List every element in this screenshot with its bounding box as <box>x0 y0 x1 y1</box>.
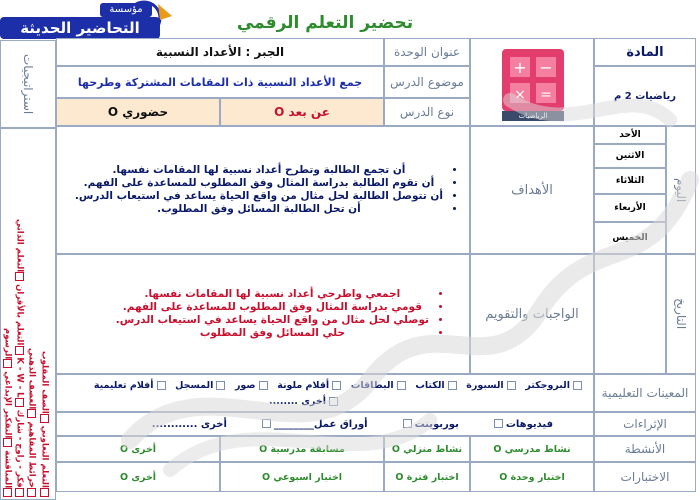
strategies-col1 <box>39 133 50 497</box>
procedure-label: بوربوينت <box>414 418 459 430</box>
strategy-item[interactable]: خرائط المفاهيم <box>26 421 37 488</box>
strategies-title: استراتيجيات <box>21 53 35 115</box>
logo-line2: التحاضير الحديثة <box>0 17 160 39</box>
lesson-type-label: نوع الدرس <box>384 98 470 126</box>
activities-label: الأنشطة <box>594 436 696 462</box>
date-label <box>666 254 696 374</box>
day-label <box>666 126 696 254</box>
day-sunday[interactable]: الأحد <box>594 126 666 144</box>
homework-list <box>116 288 469 340</box>
strategy-item[interactable]: التعلم الذاتي <box>14 219 25 273</box>
test-term[interactable]: اختبار فترة O <box>384 462 470 492</box>
procedure-label: أخرى ............ <box>151 418 227 430</box>
strategy-item[interactable]: الرسوم <box>2 327 13 360</box>
lesson-type-remote[interactable]: عن بعد O <box>220 98 384 126</box>
date-value[interactable] <box>594 254 666 374</box>
test-other[interactable]: أخرى O <box>56 462 220 492</box>
strategy-item[interactable]: فكر - زاوج - شارك <box>14 409 25 488</box>
strategy-item[interactable]: التفكير الإبداعي <box>2 371 13 439</box>
objectives-label: الأهداف <box>470 126 594 254</box>
aid-item[interactable] <box>277 380 344 391</box>
strategy-item[interactable]: K - W - L <box>14 357 25 398</box>
aids-body <box>56 374 594 412</box>
homework-item: • حلي المسائل وفق المطلوب <box>116 327 429 340</box>
procedures-label: الإثراءات <box>594 412 696 436</box>
subject-label: المادة <box>594 38 696 66</box>
lesson-value: جمع الأعداد النسبية ذات المقامات المشتركة وطرحها <box>56 66 384 98</box>
day-thursday[interactable]: الخميس <box>594 222 666 254</box>
strategies-col4 <box>2 133 13 497</box>
aid-label: أقلام ملونة <box>277 379 330 391</box>
book-caption: الرياضيات <box>502 111 564 121</box>
day-tuesday[interactable]: الثلاثاء <box>594 168 666 194</box>
test-weekly[interactable]: اختبار اسبوعي O <box>220 462 384 492</box>
strategy-item[interactable]: المناقشة <box>2 450 13 488</box>
homework-item: • توصلي لحل مثال من واقع الحياة يساعد في استيعاب الدرس. <box>116 314 429 327</box>
aid-label: الكتاب <box>415 379 445 391</box>
activity-school[interactable]: نشاط مدرسي O <box>470 436 594 462</box>
strategy-item[interactable]: العصف الذهني <box>26 347 37 410</box>
aid-label: البطاقات <box>350 379 394 391</box>
subject-grade: رياضيات 2 م <box>594 66 696 126</box>
svg-text:+: + <box>513 58 527 77</box>
aid-item[interactable] <box>466 380 518 391</box>
strategies-list <box>0 128 56 500</box>
procedure-item[interactable] <box>259 419 368 430</box>
procedures-body <box>56 412 594 436</box>
objective-item: • أن تتوصل الطالبة لحل مثال من واقع الحياة يساعد في استيعاب الدرس. <box>75 190 443 203</box>
objectives-list <box>75 164 469 216</box>
homework-item: • قومي بدراسة المثال وفق المطلوب للمساعدة على الفهم. <box>116 301 429 314</box>
tests-label: الاختبارات <box>594 462 696 492</box>
aid-item[interactable] <box>415 380 459 391</box>
aid-label: صور <box>234 379 256 391</box>
strategy-item[interactable]: الصف المقلوب <box>39 351 50 414</box>
aids-label: المعينات التعليمية <box>594 374 696 412</box>
activity-other[interactable]: أخرى O <box>56 436 220 462</box>
activity-competition[interactable]: مسابقة مدرسية O <box>220 436 384 462</box>
aid-label: السبورة <box>466 379 504 391</box>
homework-label: الواجبات والتقويم <box>470 254 594 374</box>
strategies-label <box>0 40 56 128</box>
procedure-item[interactable] <box>491 419 553 430</box>
strategies-col3 <box>14 133 25 497</box>
procedure-label: فيديوهات <box>505 418 553 430</box>
lesson-type-in-person[interactable]: حضوري O <box>56 98 220 126</box>
svg-text:×: × <box>514 87 526 103</box>
svg-text:=: = <box>540 87 552 103</box>
aid-label: أفلام تعليمية <box>93 379 154 391</box>
aid-other-label: أخرى ........ <box>269 395 326 407</box>
objective-item: • أن تجمع الطالبة وتطرح أعداد نسبية لها المقامات نفسها. <box>75 164 443 177</box>
lesson-label: موضوع الدرس <box>384 66 470 98</box>
homework-item: • اجمعي واطرحي أعداد نسبية لها المقامات نفسها. <box>116 288 429 301</box>
objectives-body <box>56 126 470 254</box>
test-unit[interactable]: اختبار وحدة O <box>470 462 594 492</box>
unit-label: عنوان الوحدة <box>384 38 470 66</box>
procedure-item[interactable] <box>152 419 227 430</box>
aid-item[interactable] <box>235 380 271 391</box>
strategy-item[interactable]: التعلم بالأقران <box>14 284 25 346</box>
math-book-image <box>470 38 594 126</box>
day-wednesday[interactable]: الأربعاء <box>594 194 666 222</box>
aid-label: البروجكتر <box>525 379 570 391</box>
objective-item: • أن تحل الطالبة المسائل وفق المطلوب. <box>75 203 443 216</box>
math-operations-icon <box>502 49 564 111</box>
procedure-item[interactable] <box>400 419 459 430</box>
svg-text:−: − <box>539 58 553 77</box>
procedure-label: أوراق عمل________ <box>273 418 368 430</box>
aid-item[interactable] <box>175 380 228 391</box>
day-title: اليوم <box>674 177 688 203</box>
page-title: تحضير التعلم الرقمي <box>236 13 414 33</box>
aid-item[interactable] <box>269 396 381 407</box>
logo-line1: مؤسسة <box>100 3 152 17</box>
aid-label: المسجل <box>175 379 214 391</box>
homework-body <box>56 254 470 374</box>
aid-item[interactable] <box>351 380 409 391</box>
strategies-col2 <box>26 133 37 497</box>
objective-item: • أن تقوم الطالبة بدراسة المثال وفق المطلوب للمساعدة على الفهم. <box>75 177 443 190</box>
aid-other-row <box>65 396 585 407</box>
calculator-icon <box>502 49 564 111</box>
day-monday[interactable]: الاثنين <box>594 144 666 168</box>
unit-value: الجبر : الأعداد النسبية <box>56 38 384 66</box>
aid-item[interactable] <box>525 380 585 391</box>
aid-item[interactable] <box>94 380 169 391</box>
activity-home[interactable]: نشاط منزلي O <box>384 436 470 462</box>
date-title: التاريخ <box>674 298 688 330</box>
strategy-item[interactable]: التعلم التعاوني <box>39 425 50 488</box>
